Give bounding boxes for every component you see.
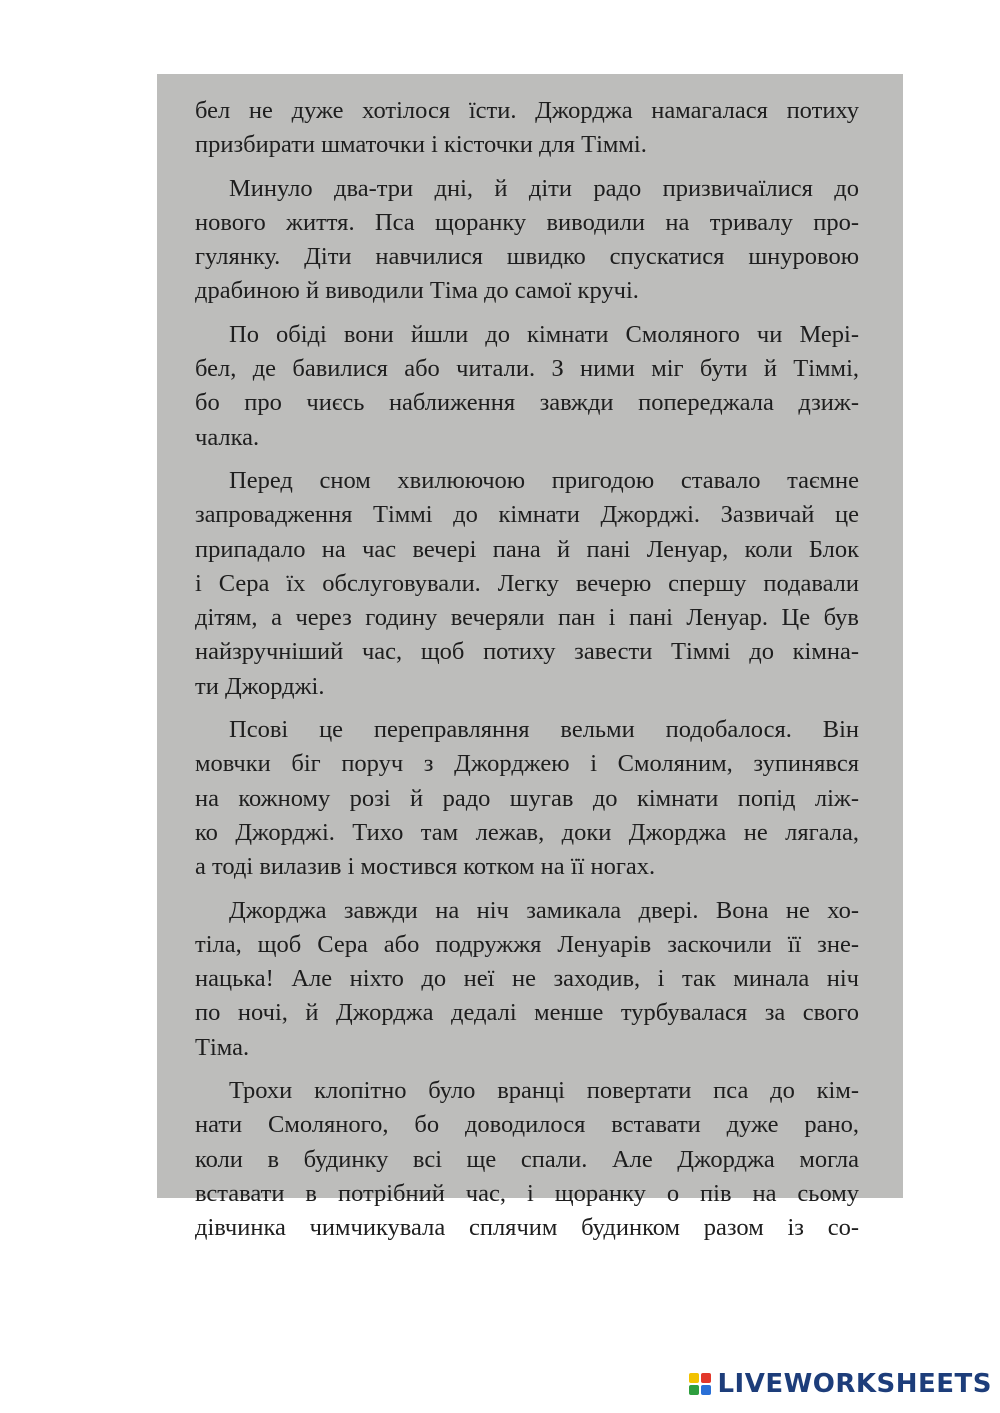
text-line: а тоді вилазив і мостився котком на її ногах.	[195, 853, 656, 881]
paragraph	[195, 894, 859, 1065]
liveworksheets-brand	[689, 1369, 992, 1399]
text-line: найзручніший час, щоб потиху завести Тіммі до кімна-	[195, 638, 859, 666]
logo-square	[701, 1373, 711, 1383]
text-line: бел, де бавилися або читали. З ними міг бути й Тіммі,	[195, 355, 859, 383]
text-line: по ночі, й Джорджа дедалі менше турбувалася за свого	[195, 999, 859, 1027]
text-line: і Сера їх обслуговували. Легку вечерю спершу подавали	[195, 569, 859, 597]
text-line: чалка.	[195, 423, 260, 451]
text-line: Перед сном хвилюючою пригодою ставало таємне	[229, 466, 859, 494]
text-line: гулянку. Діти навчилися швидко спускатися шнуровою	[195, 243, 859, 271]
text-line: мовчки біг поруч з Джорджею і Смоляним, зупинявся	[195, 750, 859, 778]
text-line: призбирати шматочки і кісточки для Тіммі.	[195, 131, 647, 159]
text-line: вставати в потрібний час, і щоранку о пів на сьому	[195, 1179, 859, 1207]
liveworksheets-logo-icon	[689, 1373, 711, 1395]
text-line: припадало на час вечері пана й пані Ленуар, коли Блок	[195, 535, 859, 563]
paragraph	[195, 94, 859, 163]
paragraph	[195, 318, 859, 455]
text-line: запровадження Тіммі до кімнати Джорджі. Зазвичай це	[195, 501, 859, 529]
text-line: дітям, а через годину вечеряли пан і пані Ленуар. Це був	[195, 604, 859, 632]
text-line: ко Джорджі. Тихо там лежав, доки Джорджа не лягала,	[195, 818, 859, 846]
text-line: нацька! Але ніхто до неї не заходив, і так минала ніч	[195, 965, 859, 993]
text-line: нового життя. Пса щоранку виводили на тривалу про-	[195, 208, 859, 236]
brand-text: LIVEWORKSHEETS	[717, 1369, 992, 1399]
text-line: По обіді вони йшли до кімнати Смоляного чи Мері-	[229, 320, 859, 348]
text-line: Тіма.	[195, 1033, 250, 1061]
page-text	[195, 94, 859, 1246]
logo-square	[689, 1373, 699, 1383]
paragraph	[195, 172, 859, 309]
paragraph	[195, 1074, 859, 1245]
text-line: драбиною й виводили Тіма до самої кручі.	[195, 277, 639, 305]
text-line: бо про чиєсь наближення завжди попереджала дзиж-	[195, 389, 859, 417]
text-line: тіла, щоб Сера або подружжя Ленуарів заскочили її зне-	[195, 930, 859, 958]
text-line: Минуло два-три дні, й діти радо призвичаїлися до	[229, 174, 859, 202]
paragraph	[195, 713, 859, 884]
logo-square	[689, 1385, 699, 1395]
text-line: на кожному розі й радо шугав до кімнати попід ліж-	[195, 784, 859, 812]
scanned-book-page	[157, 74, 903, 1242]
logo-square	[701, 1385, 711, 1395]
text-line: дівчинка чимчикувала сплячим будинком разом із со-	[195, 1214, 859, 1242]
text-line: бел не дуже хотілося їсти. Джорджа намагалася потиху	[195, 97, 859, 124]
text-line: коли в будинку всі ще спали. Але Джорджа могла	[195, 1145, 859, 1173]
text-line: нати Смоляного, бо доводилося вставати дуже рано,	[195, 1111, 859, 1139]
paragraph	[195, 464, 859, 704]
text-line: Трохи клопітно було вранці повертати пса до кім-	[229, 1077, 859, 1105]
text-line: ти Джорджі.	[195, 672, 325, 700]
text-line: Джорджа завжди на ніч замикала двері. Вона не хо-	[229, 896, 859, 924]
text-line: Псові це переправляння вельми подобалося. Він	[229, 716, 859, 744]
